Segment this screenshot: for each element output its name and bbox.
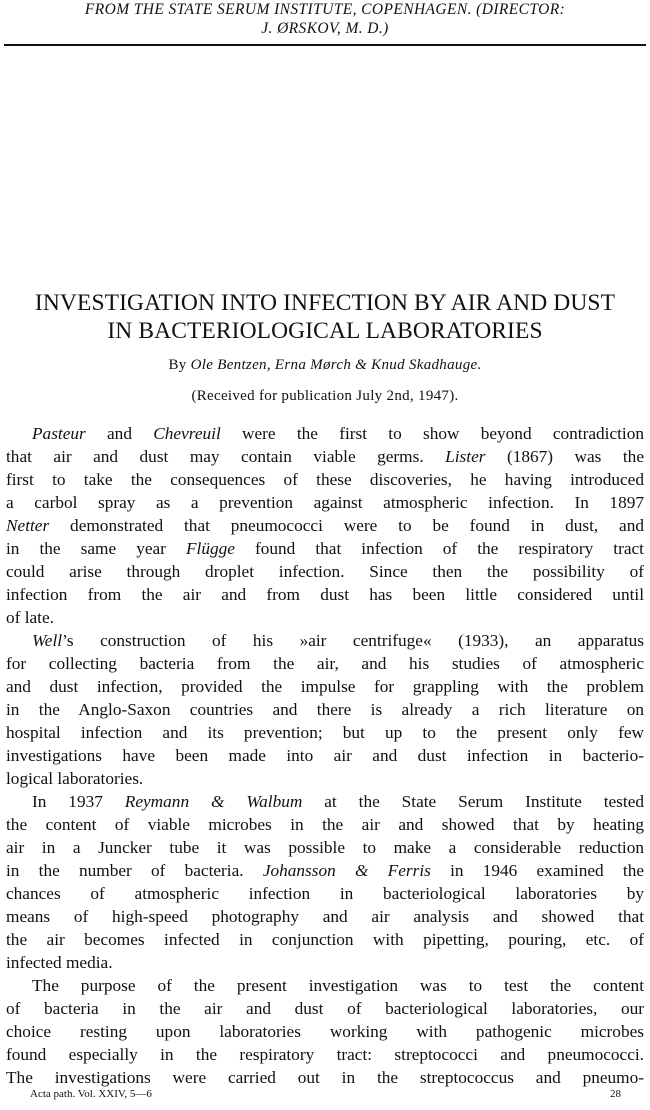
body-line — [6, 1020, 644, 1043]
cited-name: Chevreuil — [153, 424, 221, 443]
body-text-segment: a carbol spray as a prevention against atmospheric infection. In 1897 — [6, 493, 644, 512]
body-line — [6, 951, 644, 974]
body-text-segment: chances of atmospheric infection in bacteriological laboratories by — [6, 884, 644, 903]
byline — [0, 357, 650, 374]
header-rule — [4, 44, 646, 46]
header-line-2: J. ØRSKOV, M. D.) — [261, 20, 389, 37]
body-text-segment: air in a Juncker tube it was possible to make a considerable reduction — [6, 838, 644, 857]
body-line — [6, 974, 644, 997]
cited-name: Lister — [445, 447, 486, 466]
body-text-segment: infection from the air and from dust has been little considered until — [6, 585, 644, 604]
body-text-segment: for collecting bacteria from the air, and his studies of atmospheric — [6, 654, 644, 673]
body-line — [6, 537, 644, 560]
body-text-segment: The purpose of the present investigation was to test the content — [32, 976, 644, 995]
body-text-segment: the air becomes infected in conjunction with pipetting, pouring, etc. of — [6, 930, 644, 949]
body-line — [6, 790, 644, 813]
body-line — [6, 1066, 644, 1089]
body-text-segment: The investigations were carried out in the streptococcus and pneumo- — [6, 1068, 644, 1087]
body-text-segment: infected media. — [6, 953, 113, 972]
journal-citation: Acta path. Vol. XXIV, 5—6 — [30, 1088, 152, 1100]
body-line — [6, 675, 644, 698]
cited-name: Johansson & Ferris — [262, 861, 431, 880]
body-line — [6, 468, 644, 491]
cited-name: Flügge — [185, 539, 235, 558]
body-line — [6, 583, 644, 606]
body-line — [6, 997, 644, 1020]
article-title-line-1: INVESTIGATION INTO INFECTION BY AIR AND DUST — [34, 290, 616, 316]
body-line — [6, 491, 644, 514]
body-text-segment: in the same year — [6, 539, 186, 558]
body-text-segment: of bacteria in the air and dust of bacteriological laboratories, our — [6, 999, 644, 1018]
body-text-segment: the content of viable microbes in the air and showed that by heating — [6, 815, 644, 834]
body-text-segment: that air and dust may contain viable germs. — [6, 447, 446, 466]
body-line — [6, 1043, 644, 1066]
body-line — [6, 744, 644, 767]
body-text-segment: found that infection of the respiratory tract — [234, 539, 644, 558]
body-text-segment: demonstrated that pneumococci were to be found in dust, and — [49, 516, 644, 535]
body-text-segment: choice resting upon laboratories working with pathogenic microbes — [6, 1022, 644, 1041]
body-line — [6, 652, 644, 675]
body-line — [6, 905, 644, 928]
body-line — [6, 813, 644, 836]
body-text-segment: could arise through droplet infection. Since then the possibility of — [6, 562, 644, 581]
cited-name: Well — [32, 631, 63, 650]
article-body — [6, 422, 644, 1089]
received-date: (Received for publication July 2nd, 1947). — [191, 388, 459, 404]
body-text-segment: ’s construction of his »air centrifuge« (1933), an apparatus — [62, 631, 644, 650]
body-line — [6, 721, 644, 744]
body-line — [6, 836, 644, 859]
body-text-segment: at the State Serum Institute tested — [302, 792, 644, 811]
cited-name: Netter — [6, 516, 50, 535]
header-line-1: FROM THE STATE SERUM INSTITUTE, COPENHAGEN. (DIRECTOR: — [84, 1, 566, 18]
body-text-segment: (1867) was the — [485, 447, 644, 466]
body-text-segment: in the Anglo-Saxon countries and there is already a rich literature on — [6, 700, 644, 719]
body-line — [6, 422, 644, 445]
body-line — [6, 928, 644, 951]
body-text-segment: logical laboratories. — [6, 769, 144, 788]
body-line — [6, 698, 644, 721]
body-text-segment: In 1937 — [32, 792, 125, 811]
body-line — [6, 514, 644, 537]
body-text-segment: of late. — [6, 608, 54, 627]
body-text-segment: and dust infection, provided the impulse for grappling with the problem — [6, 677, 644, 696]
body-line — [6, 767, 644, 790]
cited-name: Reymann & Walbum — [124, 792, 303, 811]
body-line — [6, 560, 644, 583]
cited-name: Pasteur — [32, 424, 86, 443]
body-line — [6, 629, 644, 652]
body-text-segment: hospital infection and its prevention; but up to the present only few — [6, 723, 644, 742]
page-number: 28 — [610, 1088, 621, 1100]
body-line — [6, 606, 644, 629]
body-text-segment: first to take the consequences of these discoveries, he having introduced — [6, 470, 644, 489]
body-text-segment: in 1946 examined the — [430, 861, 644, 880]
byline-prefix: By — [168, 357, 187, 373]
body-line — [6, 859, 644, 882]
body-line — [6, 445, 644, 468]
body-text-segment: means of high-speed photography and air analysis and showed that — [6, 907, 644, 926]
body-text-segment: in the number of bacteria. — [6, 861, 263, 880]
body-text-segment: investigations have been made into air and dust infection in bacterio- — [6, 746, 644, 765]
article-title-line-2: IN BACTERIOLOGICAL LABORATORIES — [107, 318, 543, 344]
byline-authors: Ole Bentzen, Erna Mørch & Knud Skadhauge. — [190, 357, 482, 373]
body-text-segment: found especially in the respiratory tract: streptococci and pneumococci. — [6, 1045, 644, 1064]
body-text-segment: and — [85, 424, 154, 443]
body-line — [6, 882, 644, 905]
body-text-segment: were the first to show beyond contradiction — [220, 424, 644, 443]
